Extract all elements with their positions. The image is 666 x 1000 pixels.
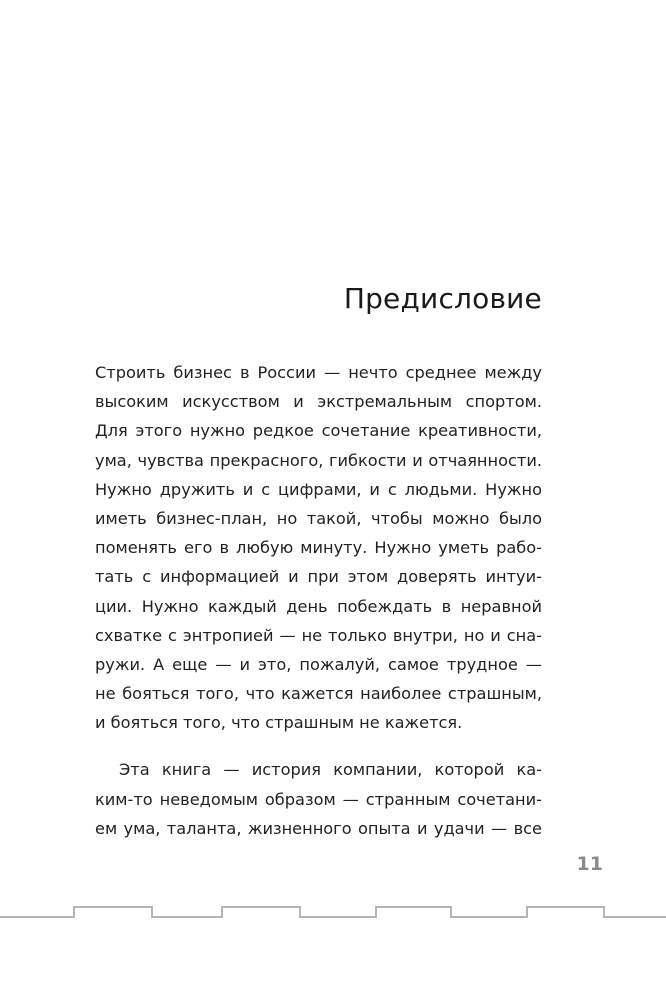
text-line: ем ума, таланта, жизненного опыта и удачи — все: [95, 818, 542, 838]
text-line: не бояться того, что кажется наиболее страшным,: [95, 684, 542, 704]
body-text: [95, 358, 542, 843]
text-line: ума, чувства прекрасного, гибкости и отчаянности.: [95, 450, 542, 470]
text-line: схватке с энтропией — не только внутри, но и сна-: [95, 625, 542, 645]
paragraph-2: [95, 755, 542, 843]
text-line: высоким искусством и экстремальным спортом.: [95, 392, 542, 412]
text-line: ким-то неведомым образом — странным сочетани-: [95, 789, 542, 809]
text-line: Строить бизнес в России — нечто среднее между: [95, 363, 542, 382]
step-line: [0, 907, 666, 917]
text-line: Нужно дружить и с цифрами, и с людьми. Нужно: [95, 479, 542, 499]
text-line: Для этого нужно редкое сочетание креативности,: [95, 421, 542, 441]
paragraph-gap: [95, 737, 542, 755]
paragraph-1: [95, 358, 542, 737]
text-line: ции. Нужно каждый день побеждать в неравной: [95, 596, 542, 616]
text-line: тать с информацией и при этом доверять интуи-: [95, 567, 542, 587]
text-line: иметь бизнес-план, но такой, чтобы можно было: [95, 508, 542, 528]
footer-step-line-decoration: [0, 900, 666, 940]
text-line: Эта книга — история компании, которой ка-: [119, 760, 542, 780]
text-line: поменять его в любую минуту. Нужно уметь рабо-: [95, 538, 542, 558]
chapter-title: Предисловие: [343, 282, 542, 315]
page-number: 11: [576, 853, 603, 875]
text-line: ружи. А еще — и это, пожалуй, самое трудное —: [95, 654, 542, 674]
text-line: и бояться того, что страшным не кажется.: [95, 713, 463, 733]
